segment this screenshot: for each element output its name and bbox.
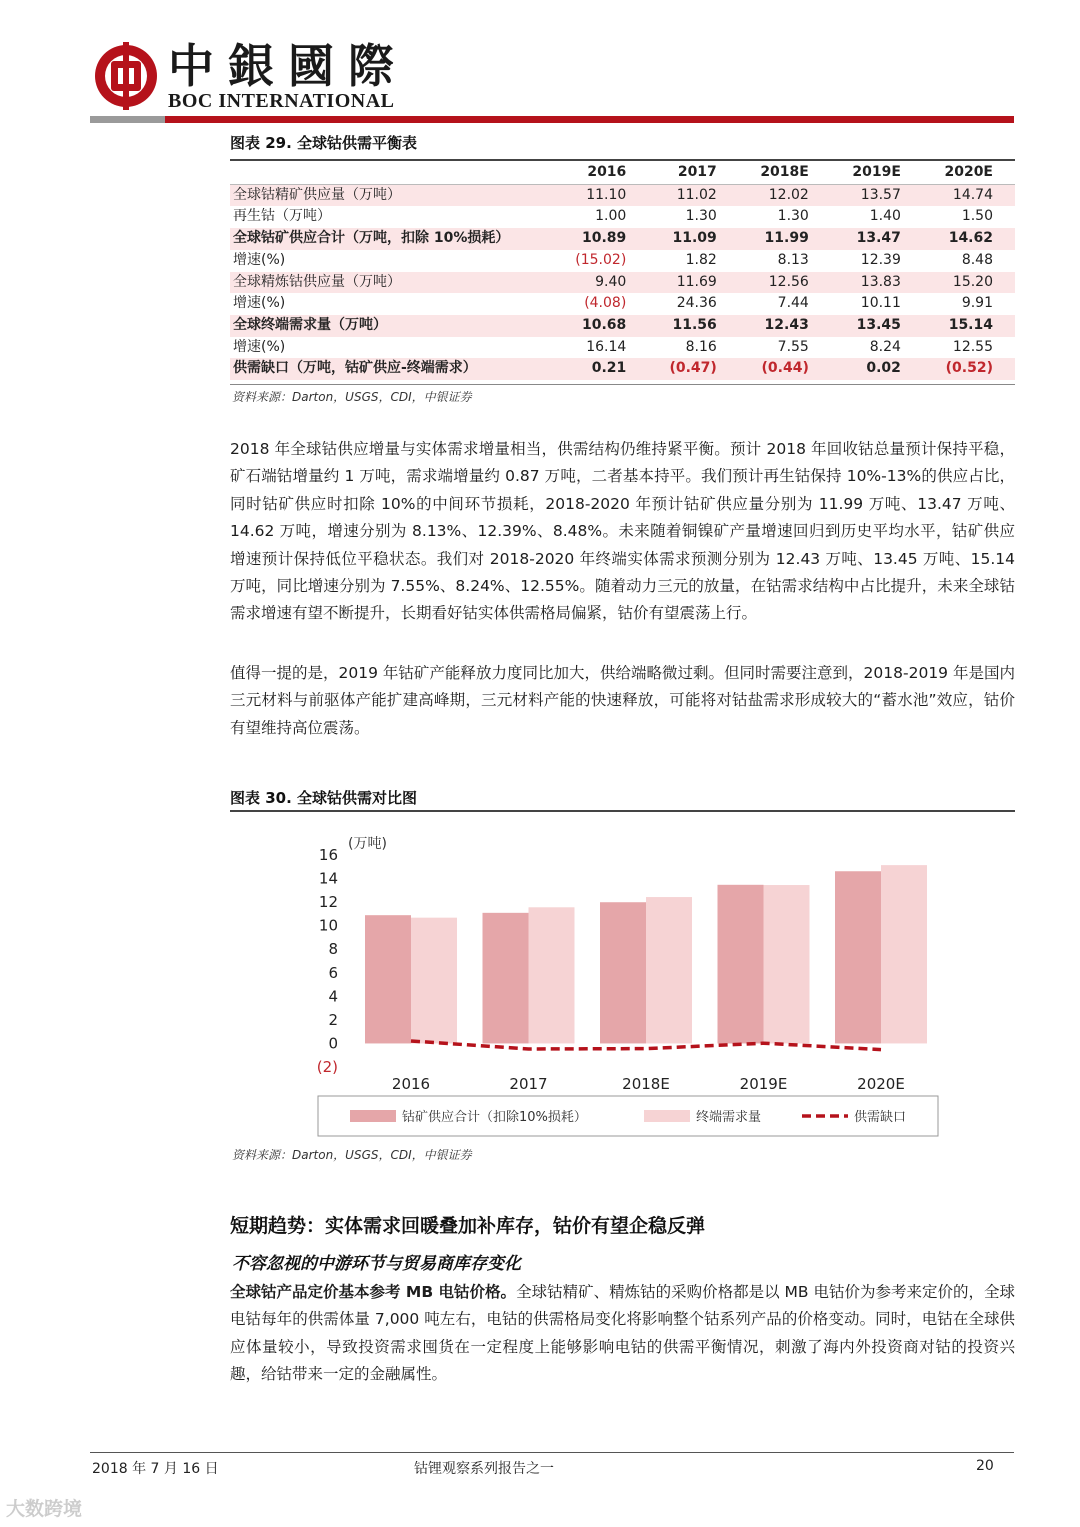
legend-label-supply: 钴矿供应合计（扣除10%损耗）: [402, 1110, 587, 1125]
table-cell: 11.10: [553, 184, 648, 206]
table-cell: 1.00: [595, 208, 627, 225]
header-rule-red: [165, 116, 1014, 123]
table-row-label: 全球钴精矿供应量（万吨）: [230, 184, 553, 206]
table-cell: 11.09: [648, 228, 739, 250]
table-cell: 1.30: [685, 208, 717, 225]
table-cell: (0.52): [923, 358, 1015, 380]
y-axis-unit-label: (万吨): [348, 836, 387, 852]
table-cell: (4.08): [584, 295, 627, 312]
table-row-label: 全球钴矿供应合计（万吨，扣除 10%损耗）: [230, 228, 553, 250]
table-cell: (0.44): [739, 358, 831, 380]
y-tick-label: 2: [328, 1010, 338, 1029]
table-cell: 1.40: [869, 208, 901, 225]
bar-supply: [365, 915, 411, 1043]
x-tick-label: 2020E: [857, 1075, 905, 1093]
bar-supply: [835, 871, 881, 1043]
bar-demand: [764, 885, 810, 1043]
table-cell: 11.02: [648, 184, 739, 206]
table-header-blank: [230, 162, 553, 184]
section-lead-bold: 全球钴产品定价基本参考 MB 电钴价格。: [230, 1283, 517, 1301]
body-paragraph-2: 值得一提的是，2019 年钴矿产能释放力度同比加大，供给端略微过剩。但同时需要注意到，2018-2019 年是国内三元材料与前驱体产能扩建高峰期，三元材料产能的快速释放，可能将对钴盐需求形成较大的“蓄水池”效应，钴价有望维持高位震荡。: [230, 664, 1015, 737]
legend-swatch-supply: [350, 1110, 396, 1122]
bar-demand: [411, 918, 457, 1044]
legend-label-gap: 供需缺口: [854, 1110, 907, 1125]
table-row-label: 全球终端需求量（万吨）: [230, 315, 553, 337]
bar-demand: [529, 907, 575, 1043]
section-body: [230, 1279, 1015, 1389]
bar-supply: [600, 902, 646, 1043]
table-cell: 1.50: [961, 208, 993, 225]
table-cell: 11.56: [648, 315, 739, 337]
y-tick-label: (2): [316, 1058, 338, 1076]
legend-label-demand: 终端需求量: [696, 1110, 762, 1125]
chart-bars: [365, 865, 927, 1043]
table-cell: 12.43: [739, 315, 831, 337]
y-tick-label: 14: [318, 869, 338, 888]
table-header-cell: 2017: [648, 162, 739, 184]
brand-english-name: BOC INTERNATIONAL: [168, 90, 395, 112]
legend-swatch-demand: [644, 1110, 690, 1122]
supply-demand-table: [230, 162, 1015, 380]
bar-supply: [483, 913, 529, 1044]
table-row-label: 增速(%): [233, 251, 286, 268]
table-cell: (15.02): [575, 251, 627, 268]
header-rule-gray: [90, 116, 165, 123]
x-tick-label: 2016: [391, 1075, 431, 1093]
x-axis-labels: [392, 1075, 905, 1093]
y-axis-ticks: [317, 846, 338, 1076]
table-header-cell: 2020E: [923, 162, 1015, 184]
table-cell: 0.21: [553, 358, 648, 380]
y-tick-label: 12: [318, 893, 338, 912]
table-row-label: 增速(%): [233, 295, 286, 312]
table-cell: 13.57: [831, 184, 923, 206]
figure30-source: 资料来源：Darton，USGS，CDI，中银证券: [232, 1148, 472, 1162]
table-cell: 11.69: [648, 272, 739, 294]
supply-demand-chart: [230, 830, 1015, 1142]
table-cell: 10.68: [553, 315, 648, 337]
footer-date: 2018 年 7 月 16 日: [92, 1461, 219, 1477]
table-cell: 10.11: [860, 295, 901, 312]
table-cell: 9.40: [553, 272, 648, 294]
table-cell: 15.14: [923, 315, 1015, 337]
table-row-label: 供需缺口（万吨，钴矿供应-终端需求）: [230, 358, 553, 380]
table-cell: 16.14: [586, 338, 627, 355]
watermark-text: 大数跨境: [6, 1498, 83, 1520]
table-cell: 13.83: [831, 272, 923, 294]
x-tick-label: 2019E: [739, 1075, 788, 1093]
table-cell: 10.89: [553, 228, 648, 250]
y-tick-label: 4: [328, 987, 338, 1006]
table-cell: 9.91: [961, 295, 993, 312]
table-cell: 8.13: [777, 251, 809, 268]
brand-chinese-name: 中銀國際: [168, 39, 408, 93]
table-cell: 8.48: [961, 251, 993, 268]
table-row-label: 增速(%): [233, 338, 286, 355]
section-subtitle: 不容忽视的中游环节与贸易商库存变化: [232, 1254, 521, 1274]
figure29-title: 图表 29. 全球钴供需平衡表: [230, 134, 418, 152]
table-header-cell: 2019E: [831, 162, 923, 184]
y-tick-label: 16: [318, 846, 338, 864]
bar-demand: [646, 897, 692, 1043]
section-body-text: 全球钴精矿、精炼钴的采购价格都是以 MB 电钴价为参考来定价的，全球电钴每年的供需体量 7,000 吨左右，电钴的供需格局变化将影响整个钴系列产品的价格变动。同时，电钴在全球供应体量较小，导致投资需求囤货在一定程度上能够影响电钴的供需平衡情况，刺激了海内外投资商对钴的投资兴趣，给钴带来一定的金融属性。: [230, 1283, 1015, 1384]
x-tick-label: 2017: [509, 1075, 548, 1093]
table-row: [230, 358, 1015, 380]
table-cell: 13.47: [831, 228, 923, 250]
bar-demand: [881, 865, 927, 1043]
table-cell: 8.16: [685, 338, 717, 355]
table-bottom-rule: [230, 384, 1015, 385]
table-cell: 0.02: [831, 358, 923, 380]
table-cell: 12.02: [739, 184, 831, 206]
table-cell: 8.24: [869, 338, 901, 355]
table-cell: 1.30: [777, 208, 809, 225]
table-row: [230, 337, 1015, 359]
table-cell: 24.36: [676, 295, 717, 312]
figure29-source: 资料来源：Darton，USGS，CDI，中银证券: [232, 390, 472, 404]
table-row: [230, 272, 1015, 294]
section-title: 短期趋势：实体需求回暖叠加补库存，钴价有望企稳反弹: [230, 1215, 706, 1237]
figure29-rule: [230, 159, 1015, 161]
table-row: [230, 315, 1015, 337]
y-tick-label: 10: [318, 916, 338, 935]
boc-logo-icon: [92, 42, 160, 110]
table-cell: 14.62: [923, 228, 1015, 250]
figure30-title: 图表 30. 全球钴供需对比图: [230, 789, 418, 807]
table-row: [230, 184, 1015, 206]
bar-supply: [718, 885, 764, 1044]
page-number: 20: [976, 1458, 994, 1474]
x-tick-label: 2018E: [622, 1075, 670, 1093]
table-cell: (0.47): [648, 358, 739, 380]
y-tick-label: 0: [328, 1034, 338, 1053]
table-cell: 12.55: [952, 338, 993, 355]
table-cell: 12.39: [860, 251, 901, 268]
table-header-cell: 2016: [553, 162, 648, 184]
y-tick-label: 8: [328, 940, 338, 959]
table-cell: 7.44: [777, 295, 809, 312]
table-cell: 1.82: [685, 251, 717, 268]
body-paragraph-1: 2018 年全球钴供应增量与实体需求增量相当，供需结构仍维持紧平衡。预计 2018 年回收钴总量预计保持平稳，矿石端钴增量约 1 万吨，需求端增量约 0.87 万吨，二者基本持平。我们预计再生钴保持 10%-13%的供应占比，同时钴矿供应时扣除 10%的中间环节损耗，2018-2020 年预计钴矿供应量分别为 11.99 万吨、13.47 万吨、14.62 万吨，增速分别为 8.13%、12.39%、8.48%。未来随着铜镍矿产量增速回归到历史平均水平，钴矿供应增速预计保持低位平稳状态。我们对 2018-2020 年终端实体需求预测分别为 12.43 万吨、13.45 万吨、15.14 万吨，同比增速分别为 7.55%、8.24%、12.55%。随着动力三元的放量，在钴需求结构中占比提升，未来全球钴需求增速有望不断提升，长期看好钴实体供需格局偏紧，钴价有望震荡上行。: [230, 440, 1015, 623]
table-header-row: [230, 162, 1015, 184]
table-cell: 15.20: [923, 272, 1015, 294]
table-row: [230, 293, 1015, 315]
table-cell: 14.74: [923, 184, 1015, 206]
table-cell: 11.99: [739, 228, 831, 250]
table-cell: 12.56: [739, 272, 831, 294]
table-cell: 13.45: [831, 315, 923, 337]
table-row-label: 全球精炼钴供应量（万吨）: [230, 272, 553, 294]
table-row: [230, 206, 1015, 228]
table-body: [230, 184, 1015, 380]
footer-rule: [90, 1452, 1014, 1453]
table-row: [230, 228, 1015, 250]
table-cell: 7.55: [777, 338, 809, 355]
table-row: [230, 250, 1015, 272]
table-header-cell: 2018E: [739, 162, 831, 184]
figure30-rule: [230, 810, 1015, 812]
footer-report-title: 钴锂观察系列报告之一: [414, 1461, 554, 1477]
y-tick-label: 6: [328, 963, 338, 982]
table-row-label: 再生钴（万吨）: [233, 208, 331, 225]
